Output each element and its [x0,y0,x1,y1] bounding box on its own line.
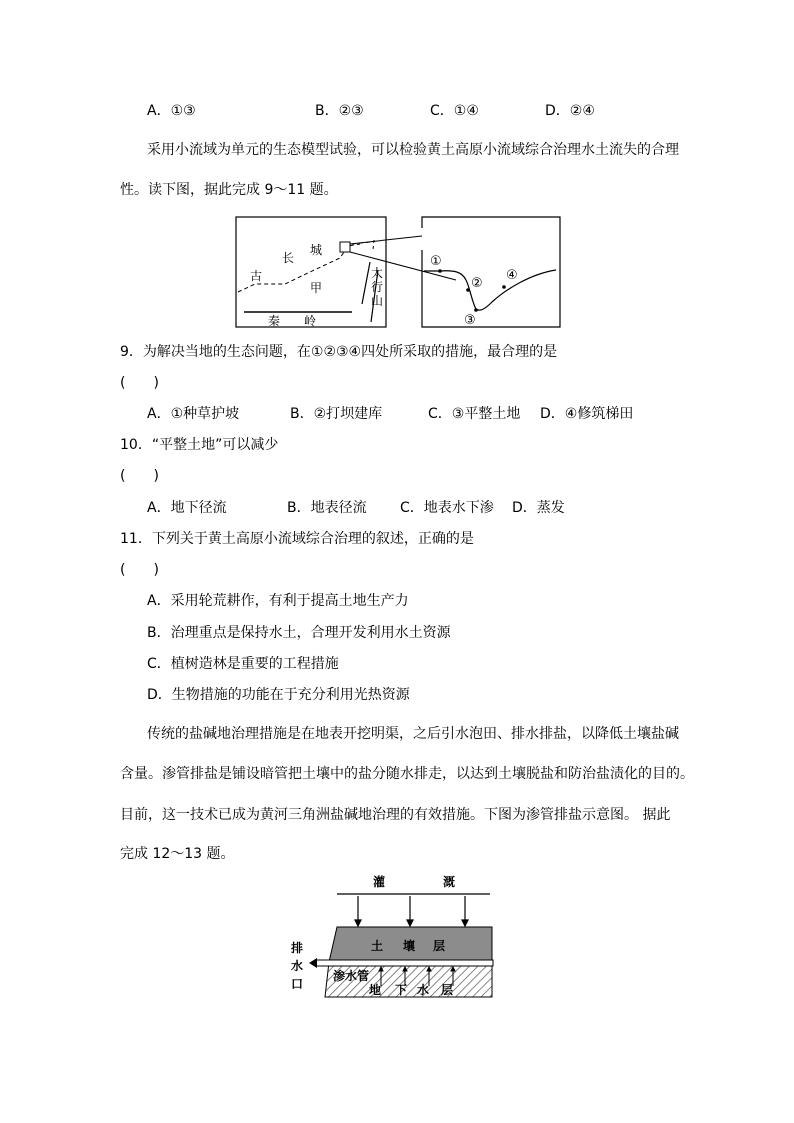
q8-option-b: B．②③ [315,103,364,119]
outlet-label-3: 口 [291,977,304,991]
map-label-tai: 太 [371,266,384,280]
q11-option-c: C．植树造林是重要的工程措施 [147,656,339,672]
profile-label-4: ④ [506,268,518,283]
soil-label-3: 层 [433,939,446,953]
soil-label-1: 土 [371,939,384,953]
q10-option-d: D．蒸发 [512,500,565,516]
outlet-label-1: 排 [291,941,304,955]
figure-2-seepage-pipe-diagram [285,870,500,1002]
intro-12-13-line2: 含量。渗管排盐是铺设暗管把土壤中的盐分随水排走，以达到土壤脱盐和防治盐渍化的目的。 [120,766,694,782]
q8-option-a: A．①③ [147,103,196,119]
map-label-chang: 长 [282,251,295,265]
outlet-arrow [309,958,317,968]
intro-9-11-line2: 性。读下图，据此完成 9～11 题。 [120,182,338,198]
map-label-qin: 秦 [268,314,281,328]
irrigation-label-2: 溉 [443,875,456,889]
figure-1-map-and-profile [230,214,570,332]
q9-option-d: D．④修筑梯田 [540,406,634,422]
q9-option-b: B．②打坝建库 [290,406,383,422]
map-label-cheng: 城 [310,243,323,257]
profile-label-2: ② [471,276,483,291]
q11-option-d: D．生物措施的功能在于充分利用光热资源 [147,687,410,703]
groundwater-label-3: 水 [417,983,430,997]
intro-9-11-line1: 采用小流域为单元的生态模型试验，可以检验黄土高原小流域综合治理水土流失的合理 [147,142,679,158]
outlet-label-2: 水 [291,959,304,973]
map-label-ling: 岭 [304,314,317,328]
soil-label-2: 壤 [403,939,416,953]
q9-option-c: C．③平整土地 [428,406,521,422]
profile-label-3: ③ [464,313,476,328]
irrigation-label-1: 灌 [373,875,386,889]
map-label-xing: 行 [371,280,384,294]
taihang-line-1 [362,262,370,304]
q11-stem: 11．下列关于黄土高原小流域综合治理的叙述，正确的是 [120,531,474,547]
profile-label-1: ① [430,254,442,269]
q10-option-c: C．地表水下渗 [400,500,494,516]
q9-stem: 9．为解决当地的生态问题，在①②③④四处所采取的措施，最合理的是 [120,344,558,360]
study-area-marker [340,242,350,252]
irrigation-arrows [355,896,468,926]
q9-option-a: A．①种草护坡 [147,406,240,422]
profile-curve [424,270,556,310]
map-label-shan: 山 [371,294,384,308]
groundwater-label-2: 下 [395,983,408,997]
q10-option-b: B．地表径流 [287,500,367,516]
intro-12-13-line4: 完成 12～13 题。 [120,846,235,862]
intro-12-13-line1: 传统的盐碱地治理措施是在地表开挖明渠，之后引水泡田、排水排盐，以降低土壤盐碱 [147,726,679,742]
seepage-pipe [315,960,493,966]
q9-paren: ( ) [120,375,159,391]
pipe-label: 渗水管 [333,969,370,983]
profile-frame [422,217,560,327]
q8-option-d: D．②④ [545,103,595,119]
groundwater-label-4: 层 [441,983,454,997]
q10-paren: ( ) [120,468,159,484]
groundwater-label-1: 地 [369,983,382,997]
intro-12-13-line3: 目前，这一技术已成为黄河三角洲盐碱地治理的有效措施。下图为渗管排盐示意图。 据此 [120,807,671,823]
q10-option-a: A．地下径流 [147,500,227,516]
q11-option-b: B．治理重点是保持水土，合理开发利用水土资源 [147,625,451,641]
map-label-gu: 古 [250,269,263,283]
q10-stem: 10．“平整土地”可以减少 [120,437,279,453]
q11-option-a: A．采用轮荒耕作，有利于提高土地生产力 [147,593,409,609]
q11-paren: ( ) [120,562,159,578]
q8-option-c: C．①④ [430,103,479,119]
map-label-jia: 甲 [310,281,323,295]
